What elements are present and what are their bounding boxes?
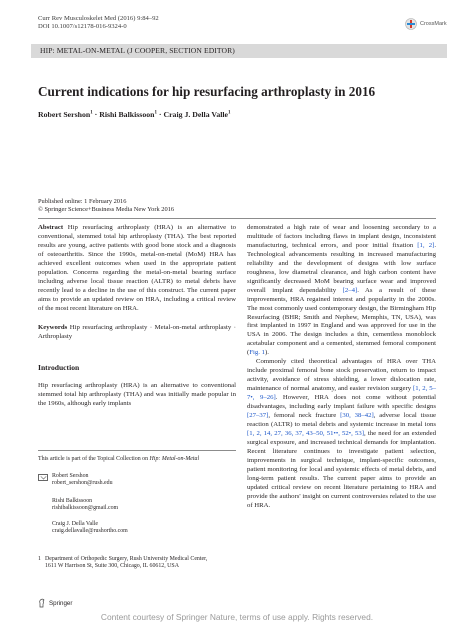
contact-email[interactable]: robert_sershon@rush.edu [52,480,113,487]
article-title: Current indications for hip resurfacing arthroplasty in 2016 [38,84,376,99]
affiliation-line: Department of Orthopedic Surgery, Rush University Medical Center, [44,556,208,562]
contact-entry [52,521,128,536]
contact-email[interactable]: rishibalkissoon@gmail.com [52,505,119,512]
contact-name: Rishi Balkissoon [52,498,93,504]
journal-citation: Curr Rev Musculoskelet Med (2016) 9:84–92 [38,15,159,22]
crossmark-badge[interactable] [405,18,447,30]
publisher-footer [38,598,72,608]
section-label: HIP: METAL-ON-METAL (J COOPER, SECTION EDITOR) [40,46,235,55]
affiliation-line: 1611 W Harrison St, Suite 300, Chicago, IL 60612, USA [44,563,179,570]
body-text: ). [265,349,269,357]
citation-link[interactable]: [1, 2, 14, 27, 36, 37, 43–50, 51••, 52•, 53] [247,429,364,437]
body-paragraph [247,358,436,510]
body-text: Commonly cited theoretical advantages of HRA over THA include proximal femoral bone stock preservation, return to impact activity, avoidance of stress shielding, a lower dislocation rate, maintenance of normal anatomy, and easier revision surgery [247,358,436,393]
divider [38,218,436,219]
published-date: Published online: 1 February 2016 [38,198,127,205]
topical-prefix: This article is part of the Topical Collection on [38,456,150,462]
keywords [38,324,236,342]
introduction-heading: Introduction [38,363,80,372]
keywords-text: Hip resurfacing arthroplasty · Metal-on-metal arthroplasty · Arthroplasty [38,324,236,340]
author-separator: · [156,110,164,119]
citation-link[interactable]: [1, 2] [417,241,435,249]
body-paragraph [247,224,436,358]
body-text: . Technological advancements resulting in increased manufacturing reliability and the development of designs with low surface roughness, low diametral clearance, and high carbon content have significantly decreased MoM bearing surface wear and improved overall implant dependability [247,241,437,294]
author-name[interactable]: Rishi Balkissoon [99,110,155,119]
author-affiliation-marker: 1 [228,110,231,116]
citation-link[interactable]: [30, 38–42] [340,412,374,420]
contact-email[interactable]: craig.dellavalle@rushortho.com [52,528,128,535]
contact-name: Robert Sershon [52,473,89,479]
doi-line[interactable]: DOI 10.1007/s12178-016-9324-0 [38,23,127,30]
right-column [247,224,436,511]
figure-link[interactable]: Fig. 1 [249,349,266,357]
affiliation [38,556,238,571]
citation-link[interactable]: [1, 2, 5–7•, 9–26] [247,385,436,402]
introduction-paragraph: Hip resurfacing arthroplasty (HRA) is an alternative to conventional stemmed total hip arthroplasty (THA) and was initially made popular in the 1960s, although early implants [38,382,236,407]
citation-link[interactable]: [27–37] [247,412,269,420]
author-affiliation-marker: 1 [154,110,157,116]
body-text: , adverse local tissue reaction (ALTR) to metal debris and systemic increase in metal ions [247,412,437,428]
body-text: demonstrated a high rate of wear and loosening secondary to a multitude of factors including flaws in implant design, inconsistent manufacturing, technical errors, and poor initial fixation [247,224,436,249]
introduction-text [38,382,236,409]
affiliation-marker: 1 [38,556,41,562]
author-name[interactable]: Robert Sershon [38,110,91,119]
email-icon [38,474,48,481]
crossmark-label: CrossMark [420,21,447,27]
footnote-divider [38,450,236,451]
publisher-name: Springer [49,599,73,607]
springer-horse-icon [38,598,46,608]
keywords-label: Keywords [38,324,68,331]
contact-name: Craig J. Della Valle [52,521,99,527]
courtesy-notice: Content courtesy of Springer Nature, terms of use apply. Rights reserved. [100,612,374,622]
author-affiliation-marker: 1 [90,110,93,116]
body-text: , the need for an extended surgical exposure, and increased technical demands for implantation. Recent literature continues to investigate patient selection, improvements in surgical technique, implant-specific outcomes, patient monitoring for local and systemic effects of metal debris, and long-term patient results. The current paper aims to provide an updated critical review on recent literature pertaining to HRA and provide the authors' insight on current controversies related to the use of HRA. [247,429,437,509]
contact-entry [52,498,118,513]
crossmark-icon [405,18,417,30]
author-name[interactable]: Craig J. Della Valle [163,110,229,119]
abstract-text: Hip resurfacing arthroplasty (HRA) is an alternative to conventional, stemmed total hip arthroplasty (THA). The best reported results are young, active patients with good bone stock and a diagnosis of osteoarthritis. Since the 1990s, metal-on-metal (MoM) HRA has achieved excellent outcomes when used in the appropriate patient population. Concerns regarding the metal-on-metal bearing surface including adverse local tissue reaction (ALTR) to metal debris have recently lead to a decline in the use of this construct. The current paper aims to provide an updated review on HRA, including a critical review of the most recent literature on HRA. [38,224,236,312]
abstract [38,224,236,314]
topical-collection-name[interactable]: Hip: Metal-on-Metal [149,456,200,462]
topical-collection-note [38,456,199,462]
abstract-label: Abstract [38,224,64,231]
body-text: . As a result of these improvements, HRA regained interest and popularity in the 2000s. The most commonly used contemporary design, the Birmingham Hip Resurfacing (BHR; Smith and Nephew, Memphis, TN, USA), was first implanted in 1997 in England and was approved for use in the USA in 2006. The design includes a thin, cementless monoblock acetabular component and a cemented, stemmed femoral component ( [247,286,436,357]
contact-entry [52,473,113,488]
copyright-line: © Springer Science+Business Media New York 2016 [38,206,175,214]
author-separator: · [92,110,100,119]
body-text: . However, HRA does not come without potential disadvantages, including early implant failure with specific designs [247,394,436,411]
journal-header [38,15,159,31]
citation-link[interactable]: [2–4] [342,286,358,294]
body-text: , femoral neck fracture [268,412,341,420]
publication-info [38,198,174,215]
author-list [38,110,231,119]
